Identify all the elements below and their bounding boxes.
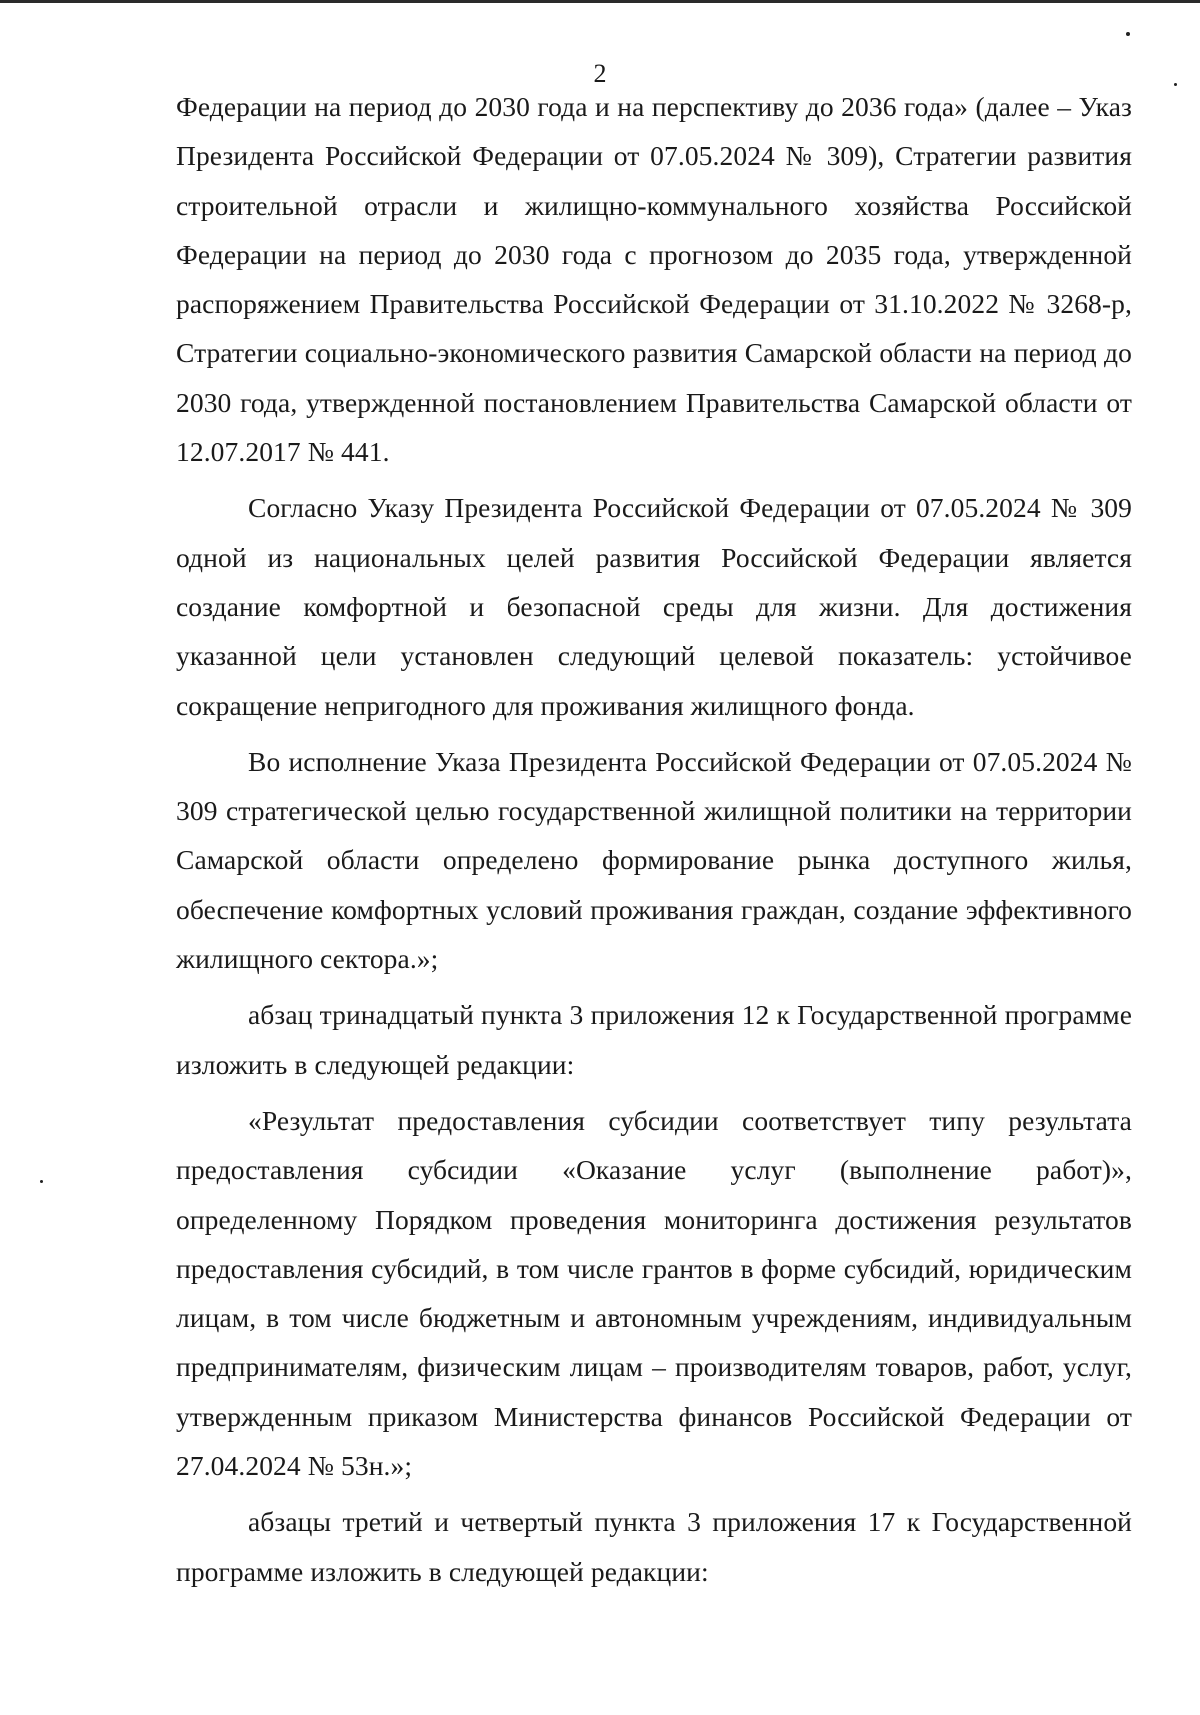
paragraph: Во исполнение Указа Президента Российской Федерации от 07.05.2024 № 309 стратегической целью государственной жилищной политики на территории Самарской области определено формирование рынка доступного жилья, обеспечение комфортных условий проживания граждан, создание эффективного жилищного сектора.»; <box>176 745 1132 975</box>
document-body <box>176 82 1132 1596</box>
page-number: 2 <box>593 59 607 88</box>
paragraph: Согласно Указу Президента Российской Федерации от 07.05.2024 № 309 одной из национальных целей развития Российской Федерации является создание комфортной и безопасной среды для жизни. Для достижения указанной цели установлен следующий целевой показатель: устойчивое сокращение непригодного для проживания жилищного фонда. <box>176 492 1132 721</box>
paragraph: абзац тринадцатый пункта 3 приложения 12 к Государственной программе изложить в следующей редакции: <box>176 999 1132 1080</box>
paragraph: «Результат предоставления субсидии соответствует типу результата предоставления субсидии «Оказание услуг (выполнение работ)», определенному Порядком проведения мониторинга достижения результатов предоставления субсидий, в том числе грантов в форме субсидий, юридическим лицам, в том числе бюджетным и автономным учреждениям, индивидуальным предпринимателям, физическим лицам – производителям товаров, работ, услуг, утвержденным приказом Министерства финансов Российской Федерации от 27.04.2024 № 53н.»; <box>176 1104 1132 1482</box>
scan-speck <box>40 1180 43 1183</box>
scan-speck <box>1126 32 1130 36</box>
paragraph-continuation: Федерации на период до 2030 года и на перспективу до 2036 года» (далее – Указ Президента Российской Федерации от 07.05.2024 № 309), Стратегии развития строительной отрасли и жилищно-коммунального хозяйства Российской Федерации на период до 2030 года с прогнозом до 2035 года, утвержденной распоряжением Правительства Российской Федерации от 31.10.2022 № 3268-р, Стратегии социально-экономического развития Самарской области на период до 2030 года, утвержденной постановлением Правительства Самарской области от 12.07.2017 № 441. <box>176 91 1132 468</box>
paragraph: абзацы третий и четвертый пункта 3 приложения 17 к Государственной программе изложить в следующей редакции: <box>176 1506 1132 1587</box>
scan-top-edge <box>0 0 1200 3</box>
